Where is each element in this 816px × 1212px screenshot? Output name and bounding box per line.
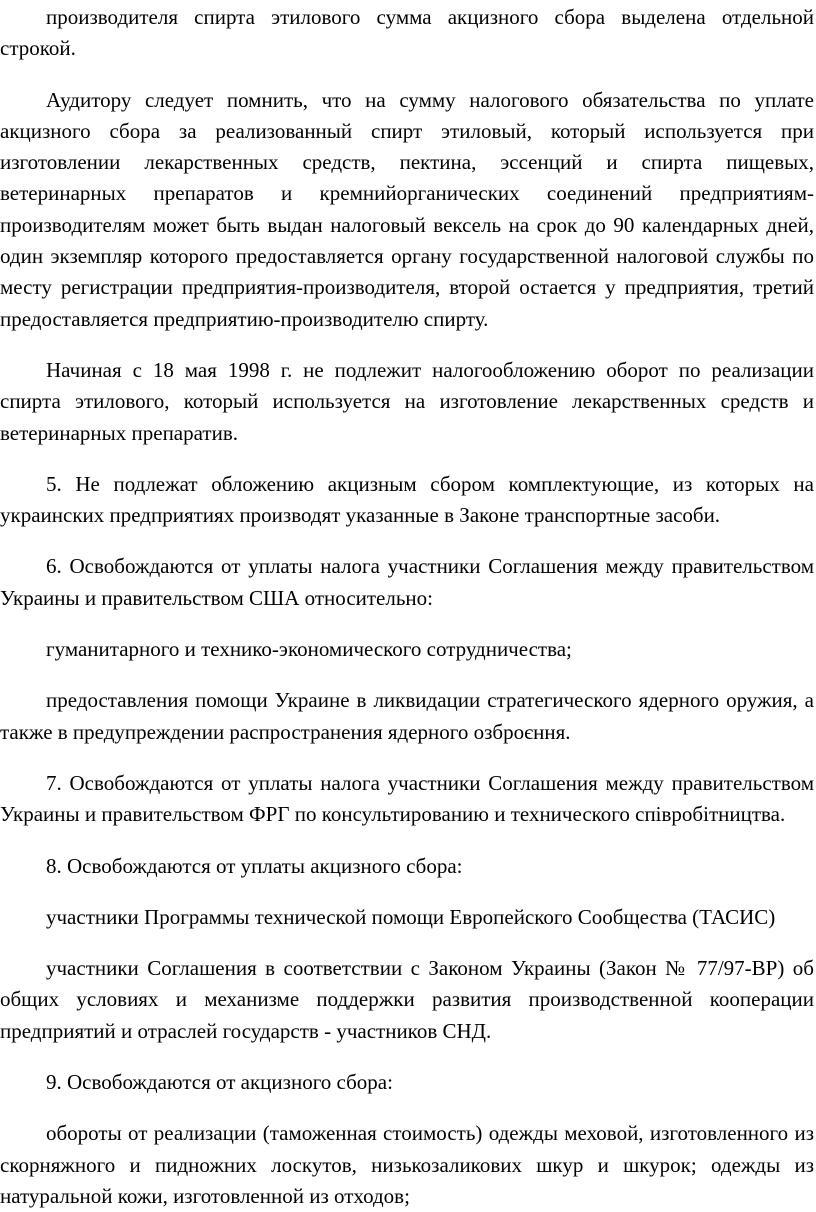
paragraph-item-8: 8. Освобождаются от уплаты акцизного сбора: — [46, 853, 463, 878]
paragraph-continuation: производителя спирта этилового сумма акцизного сбора выделена отдельной строкой. — [0, 5, 814, 61]
paragraph-item-5: 5. Не подлежат обложению акцизным сбором комплектующие, из которых на украинских предприятиях производят указанные в Законе транспортные засоби. — [0, 471, 814, 528]
paragraph-item-6-humanitarian: гуманитарного и технико-экономического сотрудничества; — [46, 637, 572, 662]
paragraph-auditor-note: Аудитору следует помнить, что на сумму налогового обязательства по уплате акцизного сбора за реализованный спирт этиловый, который используется при изготовлении лекарственных средств, пектина, эссенций и спирта пищевых, ветеринарных препаратов и кремнийорганических соединений предприятиям-производителям может быть выдан налоговый вексель на срок до 90 календарных дней, один экземпляр которого предоставляется органу государственной налоговой службы по месту регистрации предприятия-производителя, второй остается у предприятия, третий предоставляется предприятию-производителю спирту. — [0, 87, 814, 331]
paragraph-item-6-nuclear: предоставления помощи Украине в ликвидации стратегического ядерного оружия, а также в предупреждении распространения ядерного озброєння. — [0, 688, 814, 744]
paragraph-item-9: 9. Освобождаются от акцизного сбора: — [46, 1070, 393, 1095]
paragraph-item-6: 6. Освобождаются от уплаты налога участники Соглашения между правительством Украины и правительством США относительно: — [0, 554, 814, 610]
paragraph-item-9-fur: обороты от реализации (таможенная стоимость) одежды меховой, изготовленного из скорняжного и пидножних лоскутов, низькозаликових шкур и шкурок; одежды из натуральной кожи, изготовленной из отходов; — [0, 1121, 814, 1208]
paragraph-item-7: 7. Освобождаются от уплаты налога участники Соглашения между правительством Украины и правительством ФРГ по консультированию и технического співробітництва. — [0, 770, 814, 827]
paragraph-item-8-tacis: участники Программы технической помощи Европейского Сообщества (ТАСИС) — [46, 904, 776, 929]
paragraph-item-8-cis: участники Соглашения в соответствии с Законом Украины (Закон № 77/97-ВР) об общих условиях и механизме поддержки развития производственной кооперации предприятий и отраслей государств - участников СНД. — [0, 956, 814, 1043]
paragraph-may-1998: Начиная с 18 мая 1998 г. не подлежит налогообложению оборот по реализации спирта этилового, который используется на изготовление лекарственных средств и ветеринарных препаратив. — [0, 357, 814, 445]
